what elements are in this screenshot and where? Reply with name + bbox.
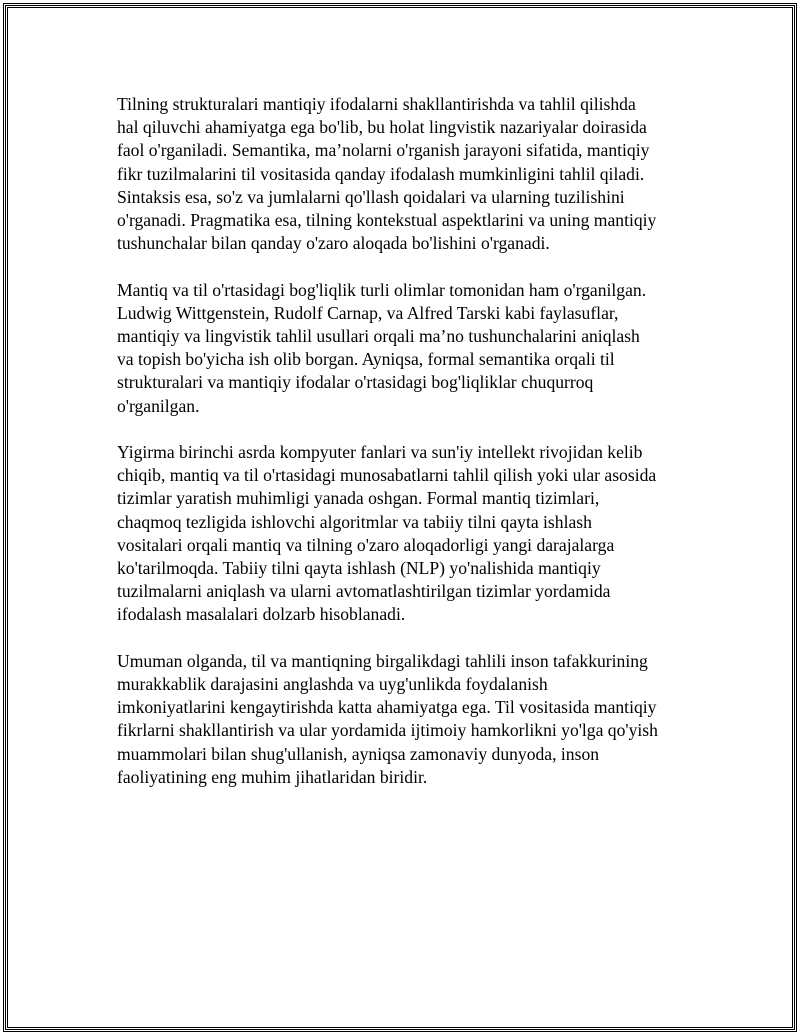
document-body bbox=[117, 93, 687, 812]
text-line: tuzilmalarni aniqlash va ularni avtomatlashtirilgan tizimlar yordamida bbox=[117, 581, 611, 602]
text-line: tizimlar yaratish muhimligi yanada oshgan. Formal mantiq tizimlari, bbox=[117, 488, 600, 509]
text-line: fikrlarni shakllantirish va ular yordamida ijtimoiy hamkorlikni yo'lga qo'yish bbox=[117, 720, 658, 741]
text-line: ko'tarilmoqda. Tabiiy tilni qayta ishlash (NLP) yo'nalishida mantiqiy bbox=[117, 558, 601, 579]
text-line: Ludwig Wittgenstein, Rudolf Carnap, va Alfred Tarski kabi faylasuflar, bbox=[117, 302, 619, 323]
text-line: faoliyatining eng muhim jihatlaridan biridir. bbox=[117, 766, 428, 787]
text-line: faol o'rganiladi. Semantika, ma’nolarni o'rganish jarayoni sifatida, mantiqiy bbox=[117, 140, 650, 161]
text-line: mantiqiy va lingvistik tahlil usullari orqali ma’no tushunchalarini aniqlash bbox=[117, 326, 640, 347]
paragraph-4 bbox=[117, 650, 687, 789]
text-line: chiqib, mantiq va til o'rtasidagi munosabatlarni tahlil qilish yoki ular asosida bbox=[117, 465, 657, 486]
text-line: fikr tuzilmalarini til vositasida qanday ifodalash mumkinligini tahlil qiladi. bbox=[117, 163, 645, 184]
text-line: strukturalari va mantiqiy ifodalar o'rtasidagi bog'liqliklar chuqurroq bbox=[117, 372, 594, 393]
text-line: chaqmoq tezligida ishlovchi algoritmlar va tabiiy tilni qayta ishlash bbox=[117, 511, 592, 532]
paragraph-1 bbox=[117, 93, 687, 255]
text-line: Yigirma birinchi asrda kompyuter fanlari va sun'iy intellekt rivojidan kelib bbox=[117, 442, 643, 463]
text-line: Sintaksis esa, so'z va jumlalarni qo'llash qoidalari va ularning tuzilishini bbox=[117, 186, 625, 207]
text-line: Umuman olganda, til va mantiqning birgalikdagi tahlili inson tafakkurining bbox=[117, 650, 648, 671]
text-line: vositalari orqali mantiq va tilning o'zaro aloqadorligi yangi darajalarga bbox=[117, 534, 615, 555]
text-line: va topish bo'yicha ish olib borgan. Ayniqsa, formal semantika orqali til bbox=[117, 349, 615, 370]
text-line: o'rganilgan. bbox=[117, 395, 200, 416]
text-line: murakkablik darajasini anglashda va uyg'unlikda foydalanish bbox=[117, 674, 548, 695]
paragraph-3 bbox=[117, 441, 687, 627]
text-line: imkoniyatlarini kengaytirishda katta ahamiyatga ega. Til vositasida mantiqiy bbox=[117, 697, 657, 718]
text-line: o'rganadi. Pragmatika esa, tilning kontekstual aspektlarini va uning mantiqiy bbox=[117, 210, 657, 231]
text-line: muammolari bilan shug'ullanish, ayniqsa zamonaviy dunyoda, inson bbox=[117, 743, 600, 764]
text-line: ifodalash masalalari dolzarb hisoblanadi. bbox=[117, 604, 406, 625]
text-line: Tilning strukturalari mantiqiy ifodalarni shakllantirishda va tahlil qilishda bbox=[117, 94, 636, 114]
text-line: hal qiluvchi ahamiyatga ega bo'lib, bu holat lingvistik nazariyalar doirasida bbox=[117, 117, 647, 138]
paragraph-2 bbox=[117, 279, 687, 418]
text-line: tushunchalar bilan qanday o'zaro aloqada bo'lishini o'rganadi. bbox=[117, 233, 550, 254]
text-line: Mantiq va til o'rtasidagi bog'liqlik turli olimlar tomonidan ham o'rganilgan. bbox=[117, 279, 647, 300]
